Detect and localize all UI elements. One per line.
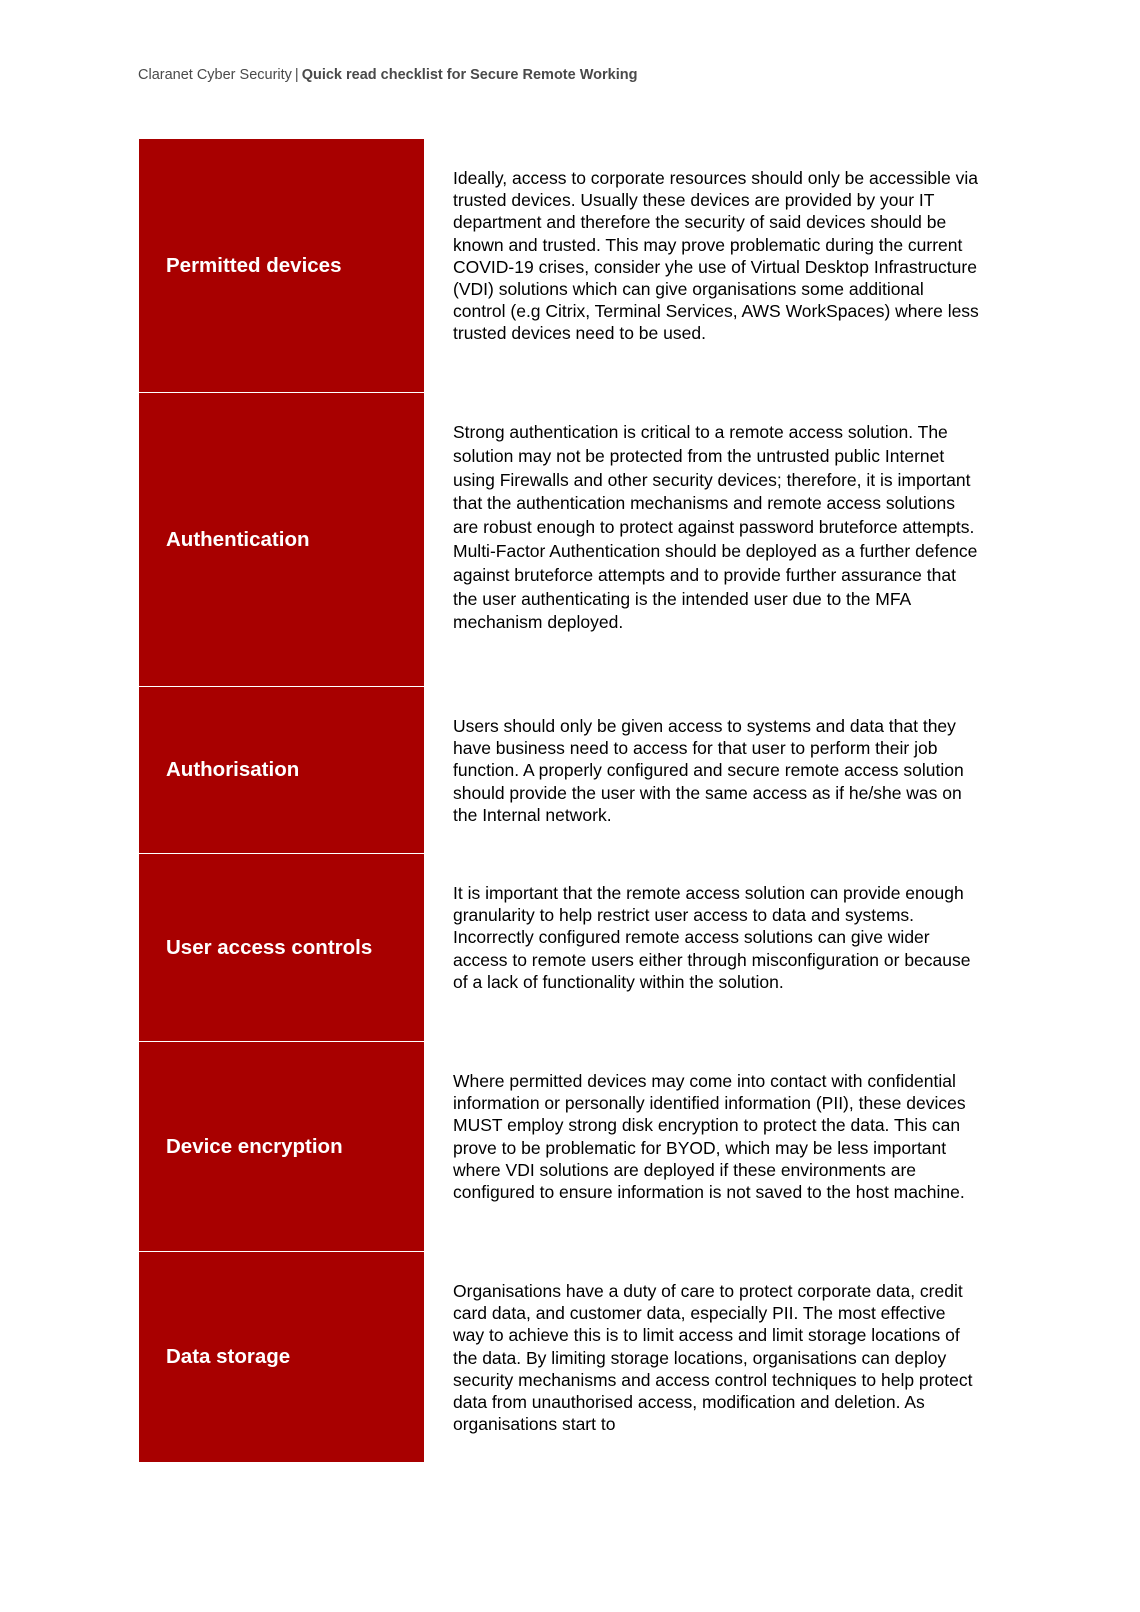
row-paragraph: Ideally, access to corporate resources should only be accessible via trusted devices. Usually these devices are provided by your IT department and therefore the security of said devices should be known and trusted. This may prove problematic during the current COVID-19 crises, consider yhe use of Virtual Desktop Infrastructure (VDI) solutions which can give organisations some additional control (e.g Citrix, Terminal Services, AWS WorkSpaces) where less trusted devices need to be used. [453,168,979,344]
row-paragraph: Where permitted devices may come into contact with confidential information or personally identified information (PII), these devices MUST employ strong disk encryption to protect the data. This can prove to be problematic for BYOD, which may be less important where VDI solutions are deployed if these environments are configured to ensure information is not saved to the host machine. [453,1071,966,1203]
checklist-row [139,1042,999,1252]
row-paragraph: It is important that the remote access solution can provide enough granularity to help restrict user access to data and systems. Incorrectly configured remote access solutions can give wider access to remote users either through misconfiguration or because of a lack of functionality within the solution. [453,883,971,992]
row-description [424,139,999,393]
row-description [424,854,999,1042]
checklist-row [139,854,999,1042]
page-header [138,67,637,83]
checklist-row [139,687,999,854]
row-label: Permitted devices [139,139,424,393]
header-separator: | [294,67,299,83]
header-title: Quick read checklist for Secure Remote Working [301,67,638,83]
row-description [424,393,999,687]
row-label: Data storage [139,1252,424,1462]
checklist-table [139,139,999,1462]
row-paragraph: Multi-Factor Authentication should be deployed as a further defence against bruteforce attempts and to provide further assurance that the user authenticating is the intended user due to the MFA mechanism deployed. [453,540,978,633]
row-label: Authentication [139,393,424,687]
row-label: User access controls [139,854,424,1042]
row-label: Device encryption [139,1042,424,1252]
row-description [424,687,999,854]
checklist-row [139,1252,999,1462]
row-paragraph: Users should only be given access to systems and data that they have business need to access for that user to perform their job function. A properly configured and secure remote access solution should provide the user with the same access as if he/she was on the Internal network. [453,716,964,825]
row-paragraph: Strong authentication is critical to a remote access solution. The solution may not be protected from the untrusted public Internet using Firewalls and other security devices; therefore, it is important that the authentication mechanisms and remote access solutions are robust enough to protect against password bruteforce attempts. [453,422,975,538]
checklist-row [139,393,999,687]
row-label: Authorisation [139,687,424,854]
header-company: Claranet Cyber Security [138,67,292,83]
checklist-row [139,139,999,393]
row-description [424,1042,999,1252]
row-description [424,1252,999,1462]
row-paragraph: Organisations have a duty of care to protect corporate data, credit card data, and customer data, especially PII. The most effective way to achieve this is to limit access and limit storage locations of the data. By limiting storage locations, organisations can deploy security mechanisms and access control techniques to help protect data from unauthorised access, modification and deletion. As organisations start to [453,1281,973,1435]
